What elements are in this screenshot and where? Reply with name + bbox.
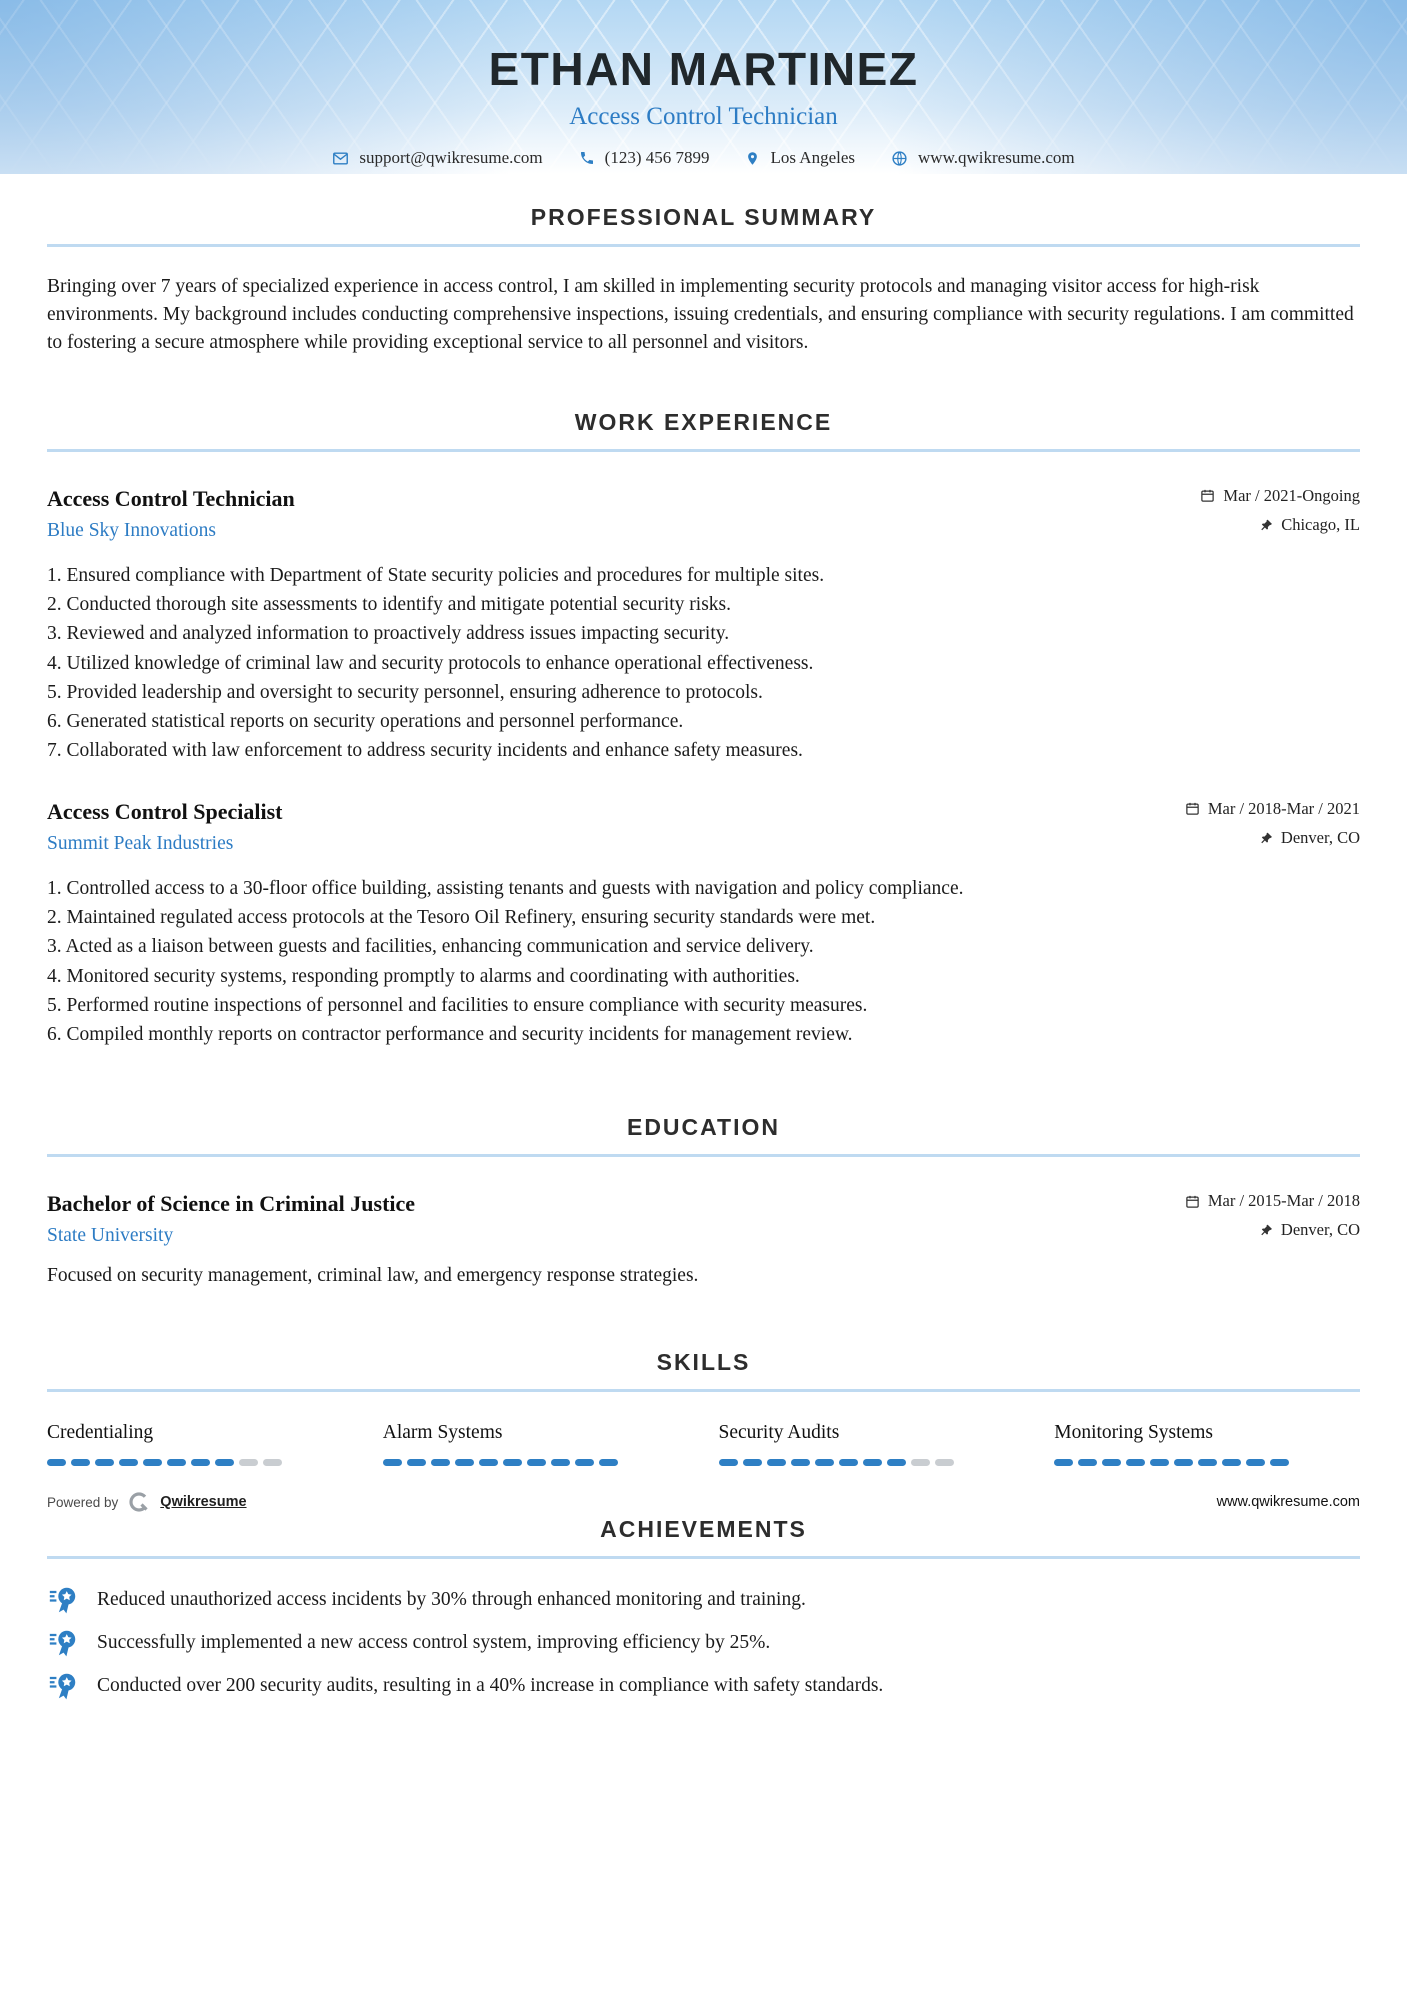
section-experience <box>47 409 1360 1049</box>
skill-level-bar <box>1054 1459 1360 1466</box>
skill-level-dash <box>263 1459 282 1466</box>
section-divider <box>47 1389 1360 1392</box>
contact-location-text: Los Angeles <box>770 148 856 167</box>
education-entry <box>47 1191 1360 1287</box>
skill-level-bar <box>383 1459 689 1466</box>
job-title: Access Control Technician <box>47 485 295 511</box>
skill-item <box>383 1422 689 1466</box>
skill-level-dash <box>1078 1459 1097 1466</box>
skill-name: Security Audits <box>718 1422 840 1444</box>
skill-level-dash <box>407 1459 426 1466</box>
job-location: Denver, CO <box>1185 828 1360 848</box>
skill-level-dash <box>143 1459 162 1466</box>
job-dates: Mar / 2021-Ongoing <box>1200 486 1360 506</box>
job-bullet: Reviewed and analyzed information to proactively address issues impacting security. <box>66 623 730 645</box>
qwikresume-logo-icon <box>127 1490 151 1514</box>
skill-level-dash <box>887 1459 906 1466</box>
job-dates: Mar / 2018-Mar / 2021 <box>1185 799 1360 819</box>
contact-location <box>745 148 855 168</box>
skill-level-dash <box>479 1459 498 1466</box>
contact-row <box>0 148 1407 168</box>
degree-title: Bachelor of Science in Criminal Justice <box>47 1191 416 1217</box>
skill-level-dash <box>239 1459 258 1466</box>
education-dates: Mar / 2015-Mar / 2018 <box>1185 1191 1360 1211</box>
candidate-title: Access Control Technician <box>569 103 838 130</box>
resume-content <box>0 204 1407 1701</box>
section-divider <box>47 449 1360 452</box>
skill-level-bar <box>47 1459 353 1466</box>
achievement-item <box>47 1585 1360 1615</box>
achievement-text: Conducted over 200 security audits, resulting in a 40% increase in compliance with safety standards. <box>97 1675 884 1697</box>
skill-level-dash <box>839 1459 858 1466</box>
job-company: Summit Peak Industries <box>47 832 234 854</box>
skills-heading: SKILLS <box>656 1349 751 1376</box>
skills-grid <box>47 1422 1360 1466</box>
section-summary <box>47 204 1360 357</box>
award-badge-icon <box>47 1628 79 1658</box>
skill-name: Credentialing <box>47 1422 154 1444</box>
phone-icon <box>579 150 595 166</box>
pushpin-icon <box>1260 831 1273 845</box>
resume-header <box>0 0 1407 174</box>
skill-level-dash <box>47 1459 66 1466</box>
job-bullet: Performed routine inspections of personnel and facilities to ensure compliance with security measures. <box>66 994 868 1016</box>
section-divider <box>47 1154 1360 1157</box>
job-bullet: Utilized knowledge of criminal law and security protocols to enhance operational effectiveness. <box>66 652 814 674</box>
job-bullets <box>47 875 1360 1049</box>
skill-level-dash <box>119 1459 138 1466</box>
job-bullet: Ensured compliance with Department of State security policies and procedures for multiple sites. <box>66 564 825 586</box>
skill-level-dash <box>1222 1459 1241 1466</box>
job-bullet: Controlled access to a 30-floor office building, assisting tenants and guests with navigation and policy compliance. <box>66 877 964 899</box>
section-achievements <box>47 1516 1360 1701</box>
job-bullets <box>47 562 1360 765</box>
qwikresume-link[interactable]: Qwikresume <box>160 1494 247 1510</box>
skill-level-dash <box>791 1459 810 1466</box>
achievement-item <box>47 1671 1360 1701</box>
skill-level-dash <box>191 1459 210 1466</box>
section-divider <box>47 1556 1360 1559</box>
achievement-text: Successfully implemented a new access control system, improving efficiency by 25%. <box>97 1632 771 1654</box>
education-heading: EDUCATION <box>626 1114 780 1141</box>
skill-level-dash <box>167 1459 186 1466</box>
skill-level-bar <box>719 1459 1025 1466</box>
award-badge-icon <box>47 1585 79 1615</box>
contact-email[interactable] <box>332 148 542 168</box>
calendar-icon <box>1185 1194 1200 1209</box>
calendar-icon <box>1185 801 1200 816</box>
skill-item <box>47 1422 353 1466</box>
achievements-list <box>47 1585 1360 1701</box>
globe-icon <box>891 150 908 167</box>
skill-level-dash <box>503 1459 522 1466</box>
email-icon <box>332 150 349 167</box>
skill-level-dash <box>599 1459 618 1466</box>
footer-website[interactable]: www.qwikresume.com <box>1216 1494 1360 1510</box>
skill-level-dash <box>551 1459 570 1466</box>
skill-level-dash <box>455 1459 474 1466</box>
education-location: Denver, CO <box>1185 1220 1360 1240</box>
skill-item <box>1054 1422 1360 1466</box>
skill-name: Alarm Systems <box>382 1422 503 1444</box>
achievements-heading: ACHIEVEMENTS <box>600 1516 807 1543</box>
skill-level-dash <box>1054 1459 1073 1466</box>
section-skills <box>47 1349 1360 1466</box>
skill-item <box>719 1422 1025 1466</box>
skill-name: Monitoring Systems <box>1054 1422 1213 1444</box>
job-company: Blue Sky Innovations <box>47 519 216 541</box>
skill-level-dash <box>431 1459 450 1466</box>
contact-email-text: support@qwikresume.com <box>359 148 543 167</box>
contact-phone <box>579 148 710 168</box>
powered-by-label: Powered by <box>47 1494 119 1510</box>
skill-level-dash <box>863 1459 882 1466</box>
job-entry <box>47 799 1360 1049</box>
summary-text: Bringing over 7 years of specialized experience in access control, I am skilled in implementing security protocols and managing visitor access for high-risk environments. My background includes conducting comprehensive inspections, issuing credentials, and ensuring compliance with security regulations. I am committed to fostering a secure atmosphere while providing exceptional service to all personnel and visitors. <box>47 276 1354 353</box>
skill-level-dash <box>1126 1459 1145 1466</box>
skill-level-dash <box>1174 1459 1193 1466</box>
contact-phone-text: (123) 456 7899 <box>604 148 710 167</box>
page-footer <box>47 1490 1360 1514</box>
skill-level-dash <box>743 1459 762 1466</box>
skill-level-dash <box>935 1459 954 1466</box>
skill-level-dash <box>815 1459 834 1466</box>
job-bullet: Acted as a liaison between guests and facilities, enhancing communication and service delivery. <box>65 936 814 958</box>
job-bullet: Monitored security systems, responding promptly to alarms and coordinating with authorities. <box>66 965 800 987</box>
contact-website[interactable] <box>891 148 1075 168</box>
skill-level-dash <box>719 1459 738 1466</box>
job-entry <box>47 486 1360 765</box>
school-name: State University <box>47 1225 174 1247</box>
job-bullet: Compiled monthly reports on contractor performance and security incidents for management review. <box>66 1024 853 1046</box>
pushpin-icon <box>1260 1223 1273 1237</box>
section-divider <box>47 244 1360 247</box>
education-description: Focused on security management, criminal law, and emergency response strategies. <box>47 1265 699 1287</box>
map-pin-icon <box>745 150 760 167</box>
contact-website-text: www.qwikresume.com <box>918 148 1075 167</box>
job-title: Access Control Specialist <box>47 798 283 824</box>
skill-level-dash <box>767 1459 786 1466</box>
candidate-name: ETHAN MARTINEZ <box>488 43 919 95</box>
skill-level-dash <box>1150 1459 1169 1466</box>
skill-level-dash <box>1198 1459 1217 1466</box>
job-bullet: Maintained regulated access protocols at the Tesoro Oil Refinery, ensuring security standards were met. <box>66 907 876 928</box>
skill-level-dash <box>1246 1459 1265 1466</box>
skill-level-dash <box>215 1459 234 1466</box>
job-location: Chicago, IL <box>1200 515 1360 535</box>
experience-heading: WORK EXPERIENCE <box>574 408 833 435</box>
pushpin-icon <box>1260 518 1273 532</box>
skill-level-dash <box>95 1459 114 1466</box>
skill-level-dash <box>71 1459 90 1466</box>
job-bullet: Conducted thorough site assessments to identify and mitigate potential security risks. <box>66 593 732 615</box>
calendar-icon <box>1200 488 1215 503</box>
skill-level-dash <box>575 1459 594 1466</box>
powered-by <box>47 1490 247 1514</box>
summary-heading: PROFESSIONAL SUMMARY <box>530 204 877 230</box>
skill-level-dash <box>527 1459 546 1466</box>
skill-level-dash <box>1102 1459 1121 1466</box>
achievement-item <box>47 1628 1360 1658</box>
skill-level-dash <box>383 1459 402 1466</box>
job-bullet: Generated statistical reports on security operations and personnel performance. <box>66 711 684 733</box>
skill-level-dash <box>1270 1459 1289 1466</box>
award-badge-icon <box>47 1671 79 1701</box>
achievement-text: Reduced unauthorized access incidents by 30% through enhanced monitoring and training. <box>97 1589 806 1611</box>
section-education <box>47 1114 1360 1287</box>
skill-level-dash <box>911 1459 930 1466</box>
job-bullet: Provided leadership and oversight to security personnel, ensuring adherence to protocols. <box>66 681 763 703</box>
job-bullet: Collaborated with law enforcement to address security incidents and enhance safety measures. <box>66 740 803 762</box>
